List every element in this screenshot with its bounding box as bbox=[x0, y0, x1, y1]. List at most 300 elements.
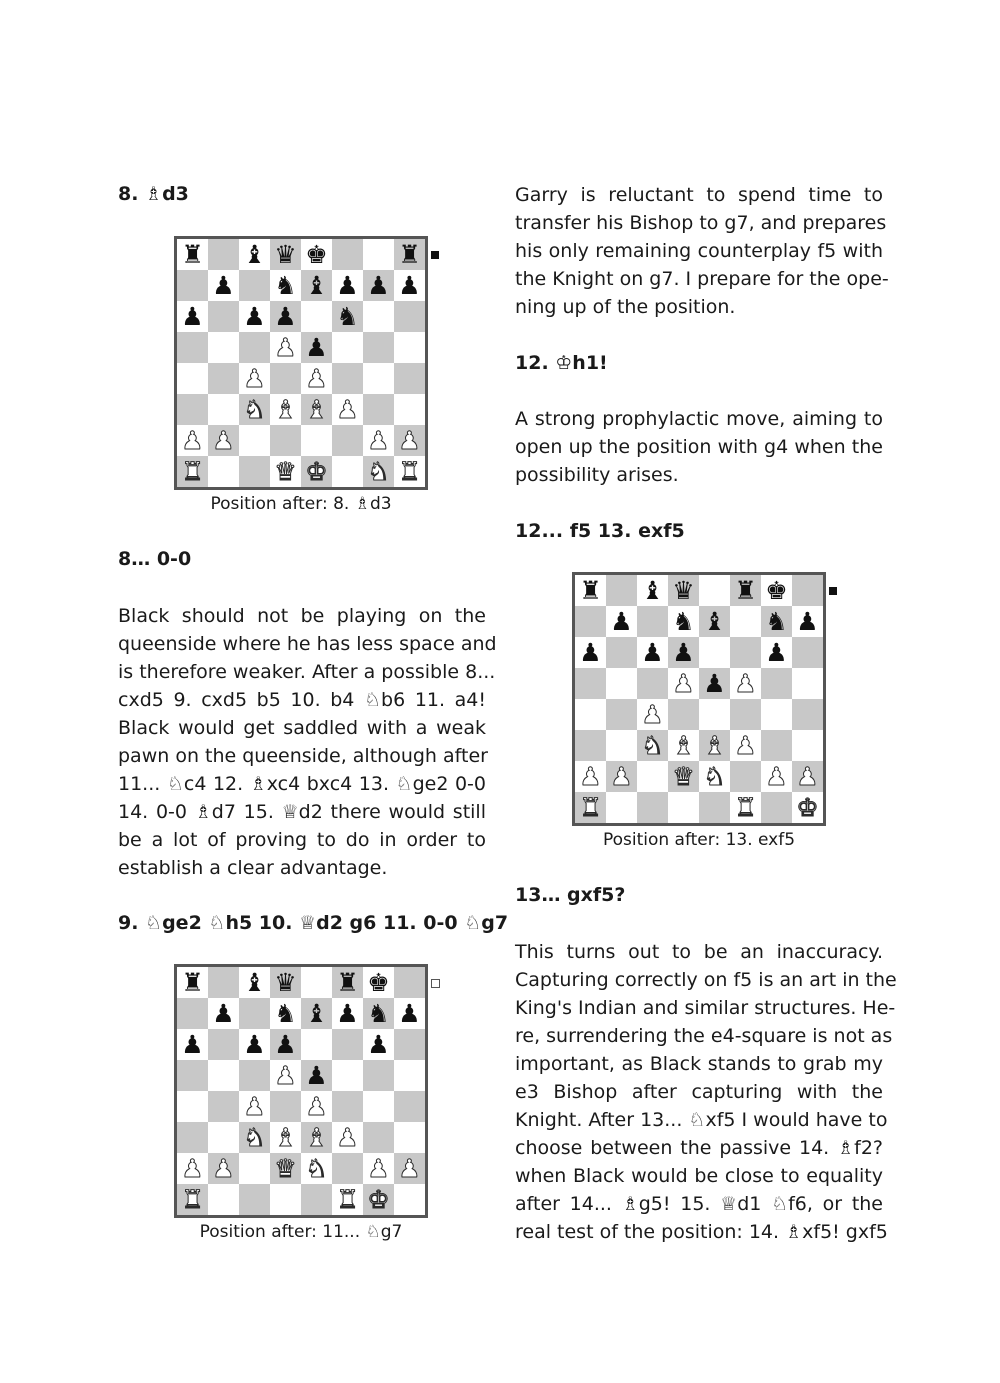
black-bishop-icon: ♝ bbox=[703, 607, 726, 636]
board-square bbox=[301, 270, 332, 301]
black-bishop-icon: ♝ bbox=[243, 240, 266, 269]
board-square bbox=[301, 332, 332, 363]
black-pawn-icon: ♟ bbox=[610, 607, 633, 636]
board-square bbox=[394, 394, 425, 425]
board-square bbox=[761, 606, 792, 637]
white-bishop-icon: ♝ bbox=[672, 731, 695, 760]
black-pawn-icon: ♟ bbox=[305, 333, 328, 362]
black-rook-icon: ♜ bbox=[579, 576, 602, 605]
board-square bbox=[208, 1153, 239, 1184]
board-square bbox=[332, 332, 363, 363]
board-square bbox=[730, 637, 761, 668]
black-pawn-icon: ♟ bbox=[243, 302, 266, 331]
black-queen-icon: ♛ bbox=[274, 968, 297, 997]
board-square bbox=[363, 239, 394, 270]
text-line: Capturing correctly on f5 is an art in the bbox=[515, 969, 897, 991]
white-knight-icon: ♞ bbox=[243, 395, 266, 424]
black-pawn-icon: ♟ bbox=[796, 607, 819, 636]
black-pawn-icon: ♟ bbox=[579, 638, 602, 667]
white-bishop-icon: ♝ bbox=[305, 395, 328, 424]
white-bishop-icon: ♝ bbox=[274, 395, 297, 424]
board-square bbox=[270, 270, 301, 301]
board-square bbox=[606, 668, 637, 699]
white-pawn-icon: ♟ bbox=[765, 762, 788, 791]
board-square bbox=[792, 730, 823, 761]
board-square bbox=[239, 1122, 270, 1153]
board-square bbox=[301, 456, 332, 487]
text-line: establish a clear advantage. bbox=[118, 857, 388, 879]
board-square bbox=[239, 239, 270, 270]
board-square bbox=[301, 425, 332, 456]
board-square bbox=[177, 239, 208, 270]
white-pawn-icon: ♟ bbox=[181, 426, 204, 455]
black-pawn-icon: ♟ bbox=[181, 302, 204, 331]
black-pawn-icon: ♟ bbox=[641, 638, 664, 667]
black-pawn-icon: ♟ bbox=[212, 271, 235, 300]
board-square bbox=[637, 606, 668, 637]
board-square bbox=[394, 425, 425, 456]
board-square bbox=[363, 1091, 394, 1122]
board-square bbox=[699, 792, 730, 823]
board-square bbox=[177, 394, 208, 425]
board-square bbox=[699, 668, 730, 699]
white-rook-icon: ♜ bbox=[579, 793, 602, 822]
board-square bbox=[792, 792, 823, 823]
board-square bbox=[575, 699, 606, 730]
board-square bbox=[177, 425, 208, 456]
board-square bbox=[363, 967, 394, 998]
board-square bbox=[637, 730, 668, 761]
commentary-paragraph bbox=[118, 602, 497, 882]
text-line: re, surrendering the e4-square is not as bbox=[515, 1025, 893, 1047]
white-pawn-icon: ♟ bbox=[734, 669, 757, 698]
text-line: queenside where he has less space and bbox=[118, 633, 497, 655]
board-square bbox=[637, 792, 668, 823]
board-square bbox=[301, 239, 332, 270]
board-square bbox=[730, 792, 761, 823]
board-square bbox=[332, 998, 363, 1029]
board-square bbox=[177, 332, 208, 363]
board-square bbox=[332, 363, 363, 394]
board-square bbox=[668, 792, 699, 823]
board-square bbox=[575, 792, 606, 823]
board-square bbox=[792, 637, 823, 668]
white-knight-icon: ♞ bbox=[367, 457, 390, 486]
board-square bbox=[606, 606, 637, 637]
board-square bbox=[575, 668, 606, 699]
black-rook-icon: ♜ bbox=[398, 240, 421, 269]
board-square bbox=[730, 699, 761, 730]
white-pawn-icon: ♟ bbox=[212, 426, 235, 455]
black-pawn-icon: ♟ bbox=[765, 638, 788, 667]
board-square bbox=[668, 730, 699, 761]
board-square bbox=[394, 239, 425, 270]
board-square bbox=[394, 1122, 425, 1153]
white-pawn-icon: ♟ bbox=[398, 426, 421, 455]
board-square bbox=[792, 699, 823, 730]
board-square bbox=[606, 792, 637, 823]
board-square bbox=[239, 301, 270, 332]
black-queen-icon: ♛ bbox=[274, 240, 297, 269]
board-square bbox=[363, 1029, 394, 1060]
text-line: when Black would be close to equality bbox=[515, 1165, 883, 1187]
black-bishop-icon: ♝ bbox=[305, 999, 328, 1028]
white-knight-icon: ♞ bbox=[641, 731, 664, 760]
move-heading-8: 8. ♗d3 bbox=[118, 183, 189, 205]
board-square bbox=[208, 301, 239, 332]
board-square bbox=[332, 1153, 363, 1184]
board-square bbox=[239, 394, 270, 425]
board-square bbox=[208, 394, 239, 425]
board-square bbox=[363, 270, 394, 301]
board-square bbox=[730, 606, 761, 637]
board-square bbox=[239, 270, 270, 301]
board-square bbox=[668, 637, 699, 668]
text-line: cxd5 9. cxd5 b5 10. b4 ♘b6 11. a4! bbox=[118, 689, 486, 711]
board-square bbox=[270, 1122, 301, 1153]
black-king-icon: ♚ bbox=[765, 576, 788, 605]
black-pawn-icon: ♟ bbox=[367, 1030, 390, 1059]
board-square bbox=[761, 637, 792, 668]
white-pawn-icon: ♟ bbox=[672, 669, 695, 698]
board-square bbox=[730, 730, 761, 761]
move-heading-13-black: 13… gxf5? bbox=[515, 884, 626, 906]
white-knight-icon: ♞ bbox=[703, 762, 726, 791]
board-square bbox=[239, 363, 270, 394]
white-pawn-icon: ♟ bbox=[641, 700, 664, 729]
board-square bbox=[332, 425, 363, 456]
board-square bbox=[394, 270, 425, 301]
black-knight-icon: ♞ bbox=[765, 607, 788, 636]
white-pawn-icon: ♟ bbox=[398, 1154, 421, 1183]
board-square bbox=[270, 1060, 301, 1091]
white-pawn-icon: ♟ bbox=[305, 364, 328, 393]
board-square bbox=[575, 730, 606, 761]
white-pawn-icon: ♟ bbox=[336, 1123, 359, 1152]
white-pawn-icon: ♟ bbox=[610, 762, 633, 791]
black-pawn-icon: ♟ bbox=[367, 271, 390, 300]
board-square bbox=[394, 456, 425, 487]
black-bishop-icon: ♝ bbox=[243, 968, 266, 997]
board-square bbox=[363, 425, 394, 456]
board-square bbox=[699, 575, 730, 606]
black-knight-icon: ♞ bbox=[336, 302, 359, 331]
board-square bbox=[239, 332, 270, 363]
board-square bbox=[575, 637, 606, 668]
board-square bbox=[208, 270, 239, 301]
board-square bbox=[637, 668, 668, 699]
board-square bbox=[208, 456, 239, 487]
board-square bbox=[332, 270, 363, 301]
white-bishop-icon: ♝ bbox=[703, 731, 726, 760]
board-square bbox=[239, 998, 270, 1029]
board-square bbox=[177, 301, 208, 332]
chess-diagram-move-8 bbox=[174, 236, 428, 490]
board-square bbox=[208, 998, 239, 1029]
board-square bbox=[270, 332, 301, 363]
board-square bbox=[792, 668, 823, 699]
board-square bbox=[177, 456, 208, 487]
board-square bbox=[208, 239, 239, 270]
board-square bbox=[177, 1060, 208, 1091]
board-square bbox=[239, 1184, 270, 1215]
text-line: This turns out to be an inaccuracy. bbox=[515, 941, 883, 963]
board-square bbox=[394, 998, 425, 1029]
black-to-move-marker bbox=[829, 587, 837, 595]
board-square bbox=[730, 575, 761, 606]
black-bishop-icon: ♝ bbox=[641, 576, 664, 605]
board-square bbox=[239, 1029, 270, 1060]
white-rook-icon: ♜ bbox=[336, 1185, 359, 1214]
board-square bbox=[177, 270, 208, 301]
text-line: Black would get saddled with a weak bbox=[118, 717, 486, 739]
board-square bbox=[761, 699, 792, 730]
white-rook-icon: ♜ bbox=[181, 457, 204, 486]
black-pawn-icon: ♟ bbox=[243, 1030, 266, 1059]
board-square bbox=[363, 1153, 394, 1184]
board-square bbox=[394, 332, 425, 363]
board-square bbox=[301, 967, 332, 998]
board-square bbox=[208, 1060, 239, 1091]
black-knight-icon: ♞ bbox=[367, 999, 390, 1028]
board-square bbox=[301, 1153, 332, 1184]
chess-diagram-move-13 bbox=[572, 572, 826, 826]
board-square bbox=[270, 301, 301, 332]
board-square bbox=[363, 1184, 394, 1215]
board-square bbox=[270, 363, 301, 394]
move-heading-8-black: 8… 0-0 bbox=[118, 548, 192, 570]
board-square bbox=[270, 239, 301, 270]
board-square bbox=[301, 1091, 332, 1122]
commentary-paragraph bbox=[515, 938, 897, 1246]
board-square bbox=[363, 1122, 394, 1153]
white-to-move-marker bbox=[431, 979, 440, 988]
board-square bbox=[606, 575, 637, 606]
black-bishop-icon: ♝ bbox=[305, 271, 328, 300]
board-square bbox=[394, 363, 425, 394]
text-line: choose between the passive 14. ♗f2? bbox=[515, 1137, 883, 1159]
white-pawn-icon: ♟ bbox=[305, 1092, 328, 1121]
board-square bbox=[332, 1060, 363, 1091]
board-square bbox=[239, 967, 270, 998]
text-line: is therefore weaker. After a possible 8... bbox=[118, 661, 496, 683]
board-square bbox=[699, 730, 730, 761]
board-square bbox=[761, 792, 792, 823]
chess-diagram-move-11 bbox=[174, 964, 428, 1218]
text-line: pawn on the queenside, although after bbox=[118, 745, 488, 767]
commentary-paragraph bbox=[515, 405, 883, 489]
text-line: Garry is reluctant to spend time to bbox=[515, 184, 883, 206]
board-square bbox=[270, 967, 301, 998]
board-square bbox=[239, 425, 270, 456]
board-square bbox=[239, 456, 270, 487]
board-square bbox=[363, 998, 394, 1029]
black-rook-icon: ♜ bbox=[336, 968, 359, 997]
board-square bbox=[177, 1091, 208, 1122]
black-king-icon: ♚ bbox=[305, 240, 328, 269]
white-pawn-icon: ♟ bbox=[367, 426, 390, 455]
board-square bbox=[730, 761, 761, 792]
text-line: possibility arises. bbox=[515, 464, 679, 486]
board-square bbox=[301, 363, 332, 394]
board-square bbox=[270, 998, 301, 1029]
white-knight-icon: ♞ bbox=[243, 1123, 266, 1152]
board-square bbox=[394, 301, 425, 332]
board-square bbox=[606, 761, 637, 792]
board-square bbox=[637, 637, 668, 668]
board-square bbox=[208, 967, 239, 998]
board-square bbox=[394, 1153, 425, 1184]
white-pawn-icon: ♟ bbox=[796, 762, 819, 791]
board-square bbox=[270, 425, 301, 456]
board-square bbox=[668, 606, 699, 637]
board-square bbox=[301, 1122, 332, 1153]
board-square bbox=[363, 301, 394, 332]
black-rook-icon: ♜ bbox=[181, 968, 204, 997]
white-king-icon: ♚ bbox=[796, 793, 819, 822]
board-square bbox=[332, 456, 363, 487]
board-square bbox=[792, 606, 823, 637]
text-line: open up the position with g4 when the bbox=[515, 436, 883, 458]
board-square bbox=[177, 998, 208, 1029]
board-square bbox=[394, 1091, 425, 1122]
board-square bbox=[394, 1029, 425, 1060]
board-square bbox=[606, 699, 637, 730]
board-square bbox=[699, 761, 730, 792]
text-line: e3 Bishop after capturing with the bbox=[515, 1081, 883, 1103]
board-square bbox=[332, 301, 363, 332]
board-square bbox=[208, 1184, 239, 1215]
black-pawn-icon: ♟ bbox=[274, 1030, 297, 1059]
white-knight-icon: ♞ bbox=[305, 1154, 328, 1183]
black-knight-icon: ♞ bbox=[274, 999, 297, 1028]
board-square bbox=[761, 730, 792, 761]
commentary-paragraph bbox=[515, 181, 889, 321]
board-square bbox=[606, 730, 637, 761]
text-line: 11... ♘c4 12. ♗xc4 bxc4 13. ♘ge2 0-0 bbox=[118, 773, 486, 795]
black-queen-icon: ♛ bbox=[672, 576, 695, 605]
board-square bbox=[668, 699, 699, 730]
white-queen-icon: ♛ bbox=[274, 1154, 297, 1183]
black-rook-icon: ♜ bbox=[181, 240, 204, 269]
board-square bbox=[208, 425, 239, 456]
white-queen-icon: ♛ bbox=[274, 457, 297, 486]
white-pawn-icon: ♟ bbox=[336, 395, 359, 424]
black-to-move-marker bbox=[431, 251, 439, 259]
text-line: Knight. After 13... ♘xf5 I would have to bbox=[515, 1109, 888, 1131]
board-square bbox=[637, 575, 668, 606]
move-heading-12: 12. ♔h1! bbox=[515, 352, 608, 374]
board-square bbox=[208, 363, 239, 394]
board-square bbox=[239, 1091, 270, 1122]
black-knight-icon: ♞ bbox=[672, 607, 695, 636]
board-square bbox=[363, 394, 394, 425]
board-square bbox=[177, 1184, 208, 1215]
board-square bbox=[394, 967, 425, 998]
board-square bbox=[270, 1153, 301, 1184]
black-knight-icon: ♞ bbox=[274, 271, 297, 300]
board-square bbox=[363, 1060, 394, 1091]
board-square bbox=[730, 668, 761, 699]
board-square bbox=[637, 761, 668, 792]
diagram-caption: Position after: 13. exf5 bbox=[602, 830, 796, 850]
board-square bbox=[270, 394, 301, 425]
board-square bbox=[208, 1091, 239, 1122]
white-rook-icon: ♜ bbox=[398, 457, 421, 486]
board-square bbox=[332, 1029, 363, 1060]
white-rook-icon: ♜ bbox=[181, 1185, 204, 1214]
board-square bbox=[699, 637, 730, 668]
board-square bbox=[239, 1060, 270, 1091]
board-square bbox=[301, 1029, 332, 1060]
diagram-caption: Position after: 11... ♘g7 bbox=[199, 1222, 403, 1242]
text-line: transfer his Bishop to g7, and prepares bbox=[515, 212, 887, 234]
move-heading-9-11: 9. ♘ge2 ♘h5 10. ♕d2 g6 11. 0-0 ♘g7 bbox=[118, 912, 509, 934]
black-pawn-icon: ♟ bbox=[336, 999, 359, 1028]
board-square bbox=[332, 239, 363, 270]
board-square bbox=[575, 575, 606, 606]
black-pawn-icon: ♟ bbox=[212, 999, 235, 1028]
board-square bbox=[301, 301, 332, 332]
white-king-icon: ♚ bbox=[305, 457, 328, 486]
white-rook-icon: ♜ bbox=[734, 793, 757, 822]
board-square bbox=[177, 967, 208, 998]
board-square bbox=[332, 967, 363, 998]
board-square bbox=[668, 668, 699, 699]
black-pawn-icon: ♟ bbox=[181, 1030, 204, 1059]
board-square bbox=[668, 575, 699, 606]
board-square bbox=[792, 761, 823, 792]
text-line: A strong prophylactic move, aiming to bbox=[515, 408, 883, 430]
board-square bbox=[394, 1060, 425, 1091]
black-pawn-icon: ♟ bbox=[274, 302, 297, 331]
board-square bbox=[363, 332, 394, 363]
board-square bbox=[301, 394, 332, 425]
board-square bbox=[270, 1184, 301, 1215]
white-pawn-icon: ♟ bbox=[367, 1154, 390, 1183]
move-heading-12-13: 12... f5 13. exf5 bbox=[515, 520, 685, 542]
board-square bbox=[761, 761, 792, 792]
board-square bbox=[270, 1091, 301, 1122]
board-square bbox=[332, 1122, 363, 1153]
black-rook-icon: ♜ bbox=[734, 576, 757, 605]
black-pawn-icon: ♟ bbox=[398, 999, 421, 1028]
board-square bbox=[575, 606, 606, 637]
board-square bbox=[606, 637, 637, 668]
board-square bbox=[637, 699, 668, 730]
board-square bbox=[668, 761, 699, 792]
text-line: 14. 0-0 ♗d7 15. ♕d2 there would still bbox=[118, 801, 486, 823]
board-square bbox=[363, 363, 394, 394]
text-line: important, as Black stands to grab my bbox=[515, 1053, 883, 1075]
board-square bbox=[761, 575, 792, 606]
board-square bbox=[332, 1184, 363, 1215]
board-square bbox=[270, 456, 301, 487]
board-square bbox=[699, 606, 730, 637]
black-pawn-icon: ♟ bbox=[703, 669, 726, 698]
white-pawn-icon: ♟ bbox=[243, 364, 266, 393]
text-line: ning up of the position. bbox=[515, 296, 736, 318]
black-pawn-icon: ♟ bbox=[398, 271, 421, 300]
text-line: the Knight on g7. I prepare for the ope- bbox=[515, 268, 889, 290]
white-pawn-icon: ♟ bbox=[243, 1092, 266, 1121]
board-square bbox=[177, 1122, 208, 1153]
board-square bbox=[363, 456, 394, 487]
board-square bbox=[177, 1029, 208, 1060]
board-square bbox=[761, 668, 792, 699]
white-king-icon: ♚ bbox=[367, 1185, 390, 1214]
board-square bbox=[332, 1091, 363, 1122]
